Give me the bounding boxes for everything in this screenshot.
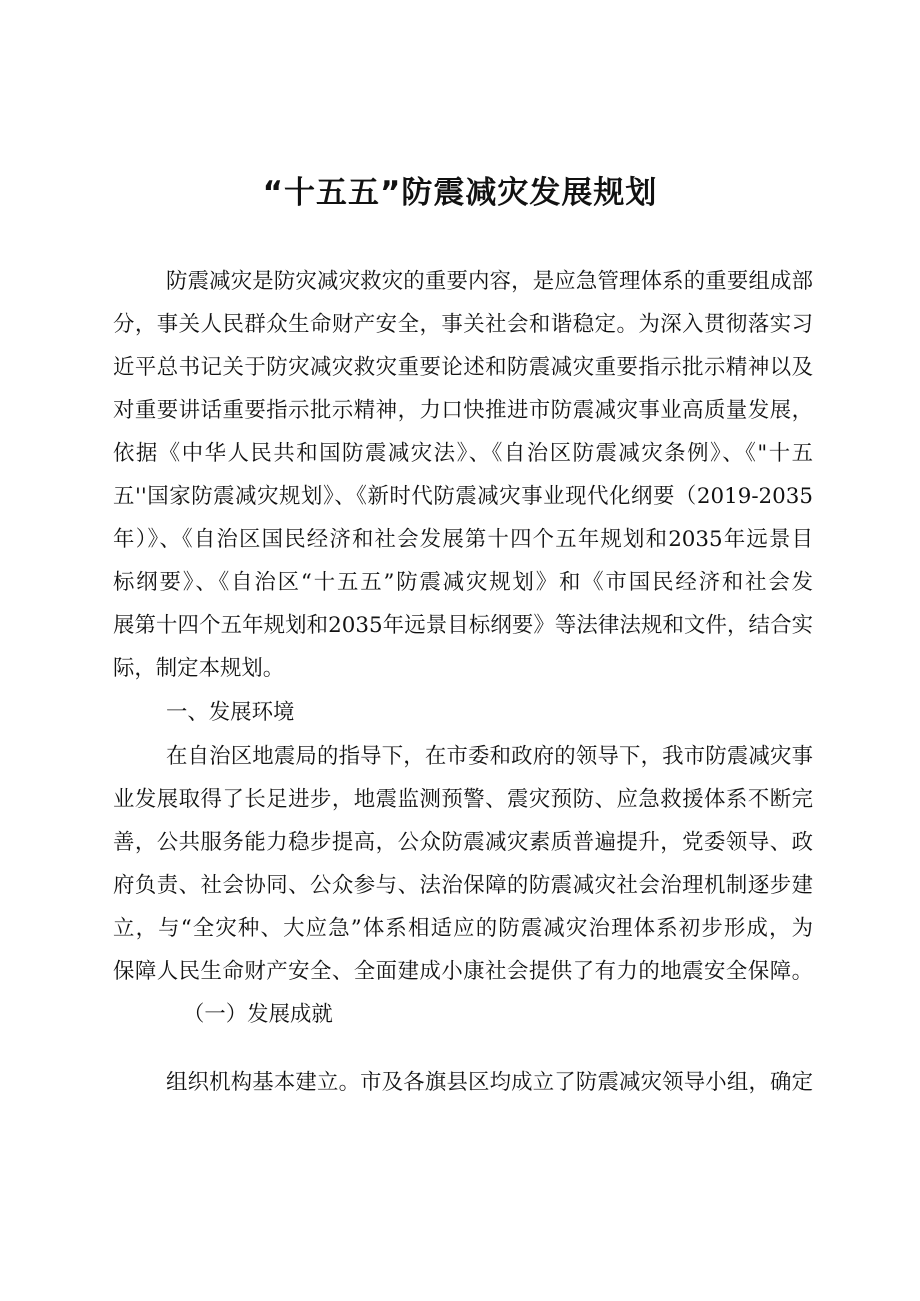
intro-line: 标纲要》、《自治区“十五五”防震减灾规划》和《市国民经济和社会发	[113, 570, 813, 595]
intro-line: 五''国家防震减灾规划》、《新时代防震减灾事业现代化纲要（2019-2035	[113, 484, 813, 509]
intro-line: 依据《中华人民共和国防震减灾法》、《自治区防震减灾条例》、《"十五	[113, 441, 813, 466]
intro-line: 对重要讲话重要指示批示精神，力口快推进市防震减灾事业高质量发展，	[113, 398, 813, 423]
section-line: 保障人民生命财产安全、全面建成小康社会提供了有力的地震安全保障。	[113, 959, 813, 984]
intro-line: 年）》、《自治区国民经济和社会发展第十四个五年规划和2035年远景目	[113, 527, 813, 552]
intro-line: 近平总书记关于防灾减灾救灾重要论述和防震减灾重要指示批示精神以及	[113, 355, 813, 380]
intro-line: 防震减灾是防灾减灾救灾的重要内容，是应急管理体系的重要组成部	[166, 269, 813, 294]
intro-line: 分，事关人民群众生命财产安全，事关社会和谐稳定。为深入贯彻落实习	[113, 312, 813, 337]
intro-line: 展第十四个五年规划和2035年远景目标纲要》等法律法规和文件，结合实	[113, 613, 813, 638]
section-heading: 一、发展环境	[166, 700, 295, 725]
subsection-heading: （一）发展成就	[183, 1002, 333, 1027]
section-line: 善，公共服务能力稳步提高，公众防震减灾素质普遍提升，党委领导、政	[113, 830, 813, 855]
section-line: 在自治区地震局的指导下，在市委和政府的领导下，我市防震减灾事	[166, 744, 813, 769]
section-line: 业发展取得了长足进步，地震监测预警、震灾预防、应急救援体系不断完	[113, 787, 813, 812]
subsection-line: 组织机构基本建立。市及各旗县区均成立了防震减灾领导小组，确定	[166, 1070, 813, 1095]
section-line: 立，与“全灾种、大应急”体系相适应的防震减灾治理体系初步形成，为	[113, 916, 813, 941]
section-line: 府负责、社会协同、公众参与、法治保障的防震减灾社会治理机制逐步建	[113, 873, 813, 898]
intro-line: 际，制定本规划。	[113, 656, 285, 681]
document-title: “十五五”防震减灾发展规划	[262, 175, 658, 211]
